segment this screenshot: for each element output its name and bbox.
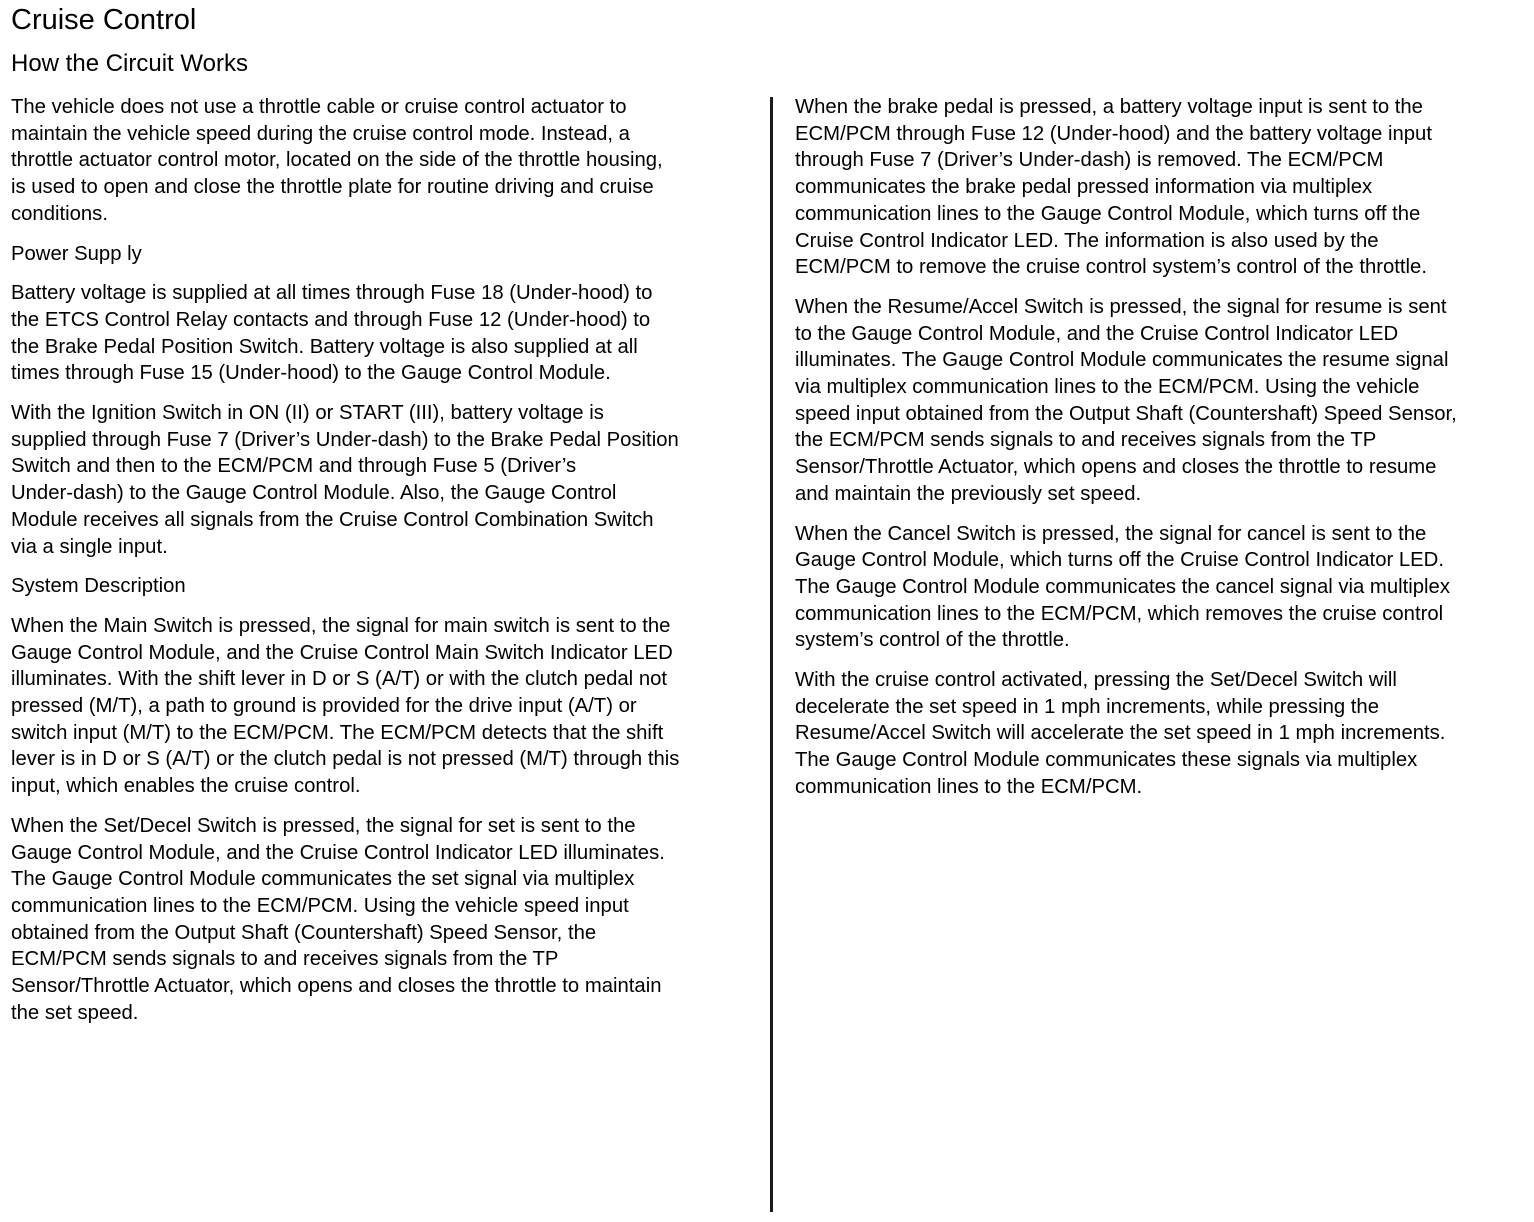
section-heading [11, 241, 756, 268]
text-line: Gauge Control Module, and the Cruise Control Indicator LED illuminates. [11, 841, 665, 864]
text-line: ECM/PCM sends signals to and receives signals from the TP [11, 948, 559, 971]
paragraph [795, 294, 1530, 508]
text-line: With the cruise control activated, pressing the Set/Decel Switch will [795, 669, 1397, 692]
text-line: Gauge Control Module, which turns off the Cruise Control Indicator LED. [795, 549, 1444, 572]
text-line: Sensor/Throttle Actuator, which opens and closes the throttle to maintain [11, 975, 662, 998]
text-line: communication lines to the ECM/PCM, which removes the cruise control [795, 602, 1444, 625]
text-line: The Gauge Control Module communicates the set signal via multiplex [11, 868, 635, 891]
text-line: to the Gauge Control Module, and the Cruise Control Indicator LED [795, 322, 1399, 345]
text-line: Gauge Control Module, and the Cruise Control Main Switch Indicator LED [11, 641, 673, 664]
text-line: pressed (M/T), a path to ground is provided for the drive input (A/T) or [11, 695, 637, 718]
text-line: the ETCS Control Relay contacts and through Fuse 12 (Under-hood) to [11, 308, 651, 331]
text-line: via a single input. [11, 535, 168, 558]
text-line: obtained from the Output Shaft (Countershaft) Speed Sensor, the [11, 921, 597, 944]
text-line: the set speed. [11, 1001, 139, 1024]
text-line: ECM/PCM to remove the cruise control system’s control of the throttle. [795, 256, 1427, 279]
text-line: the Brake Pedal Position Switch. Battery voltage is also supplied at all [11, 335, 638, 358]
text-line: Under-dash) to the Gauge Control Module. Also, the Gauge Control [11, 482, 617, 505]
text-line: When the Set/Decel Switch is pressed, the signal for set is sent to the [11, 814, 636, 837]
page-title: Cruise Control [11, 4, 197, 36]
paragraph [795, 94, 1530, 281]
text-line: illuminates. The Gauge Control Module communicates the resume signal [795, 349, 1449, 372]
text-line: supplied through Fuse 7 (Driver’s Under-dash) to the Brake Pedal Position [11, 428, 679, 451]
text-line: via multiplex communication lines to the ECM/PCM. Using the vehicle [795, 376, 1420, 399]
text-line: illuminates. With the shift lever in D or S (A/T) or with the clutch pedal not [11, 668, 668, 691]
column-divider [770, 97, 773, 1212]
text-line: speed input obtained from the Output Shaft (Countershaft) Speed Sensor, [795, 402, 1457, 425]
text-line: System Description [11, 575, 186, 598]
text-line: input, which enables the cruise control. [11, 775, 361, 798]
text-line: communication lines to the ECM/PCM. Using the vehicle speed input [11, 894, 629, 917]
text-line: lever is in D or S (A/T) or the clutch pedal is not pressed (M/T) through this [11, 748, 680, 771]
text-line: Power Supp ly [11, 242, 142, 265]
text-line: Switch and then to the ECM/PCM and through Fuse 5 (Driver’s [11, 455, 577, 478]
text-line: The Gauge Control Module communicates these signals via multiplex [795, 749, 1418, 772]
text-line: Battery voltage is supplied at all times through Fuse 18 (Under-hood) to [11, 282, 653, 305]
paragraph [795, 521, 1530, 655]
text-line: maintain the vehicle speed during the cruise control mode. Instead, a [11, 122, 630, 145]
text-line: is used to open and close the throttle plate for routine driving and cruise [11, 176, 654, 199]
text-line: and maintain the previously set speed. [795, 482, 1142, 505]
text-line: With the Ignition Switch in ON (II) or START (III), battery voltage is [11, 402, 604, 425]
paragraph [11, 94, 756, 228]
right-column [795, 94, 1530, 814]
text-line: When the Resume/Accel Switch is pressed, the signal for resume is sent [795, 295, 1447, 318]
text-line: decelerate the set speed in 1 mph increments, while pressing the [795, 695, 1379, 718]
text-line: The Gauge Control Module communicates the cancel signal via multiplex [795, 575, 1450, 598]
text-line: times through Fuse 15 (Under-hood) to the Gauge Control Module. [11, 362, 611, 385]
text-line: the ECM/PCM sends signals to and receives signals from the TP [795, 429, 1377, 452]
text-line: When the Main Switch is pressed, the signal for main switch is sent to the [11, 614, 671, 637]
paragraph [11, 280, 756, 387]
section-heading [11, 573, 756, 600]
paragraph [11, 400, 756, 560]
paragraph [795, 667, 1530, 801]
text-line: Module receives all signals from the Cruise Control Combination Switch [11, 508, 654, 531]
text-line: throttle actuator control motor, located on the side of the throttle housing, [11, 149, 663, 172]
text-line: communicates the brake pedal pressed information via multiplex [795, 176, 1373, 199]
section-subtitle: How the Circuit Works [11, 50, 248, 77]
text-line: Sensor/Throttle Actuator, which opens and closes the throttle to resume [795, 456, 1437, 479]
paragraph [11, 613, 756, 800]
text-line: ECM/PCM through Fuse 12 (Under-hood) and the battery voltage input [795, 122, 1432, 145]
text-line: system’s control of the throttle. [795, 629, 1070, 652]
text-line: conditions. [11, 202, 108, 225]
text-line: communication lines to the ECM/PCM. [795, 775, 1143, 798]
text-line: communication lines to the Gauge Control Module, which turns off the [795, 202, 1421, 225]
left-column [11, 94, 756, 1040]
text-line: When the Cancel Switch is pressed, the signal for cancel is sent to the [795, 522, 1427, 545]
text-line: through Fuse 7 (Driver’s Under-dash) is removed. The ECM/PCM [795, 149, 1384, 172]
paragraph [11, 813, 756, 1027]
text-line: The vehicle does not use a throttle cable or cruise control actuator to [11, 96, 627, 118]
text-line: switch input (M/T) to the ECM/PCM. The ECM/PCM detects that the shift [11, 721, 664, 744]
text-line: Resume/Accel Switch will accelerate the set speed in 1 mph increments. [795, 722, 1446, 745]
text-line: Cruise Control Indicator LED. The information is also used by the [795, 229, 1379, 252]
text-line: When the brake pedal is pressed, a battery voltage input is sent to the [795, 96, 1423, 118]
